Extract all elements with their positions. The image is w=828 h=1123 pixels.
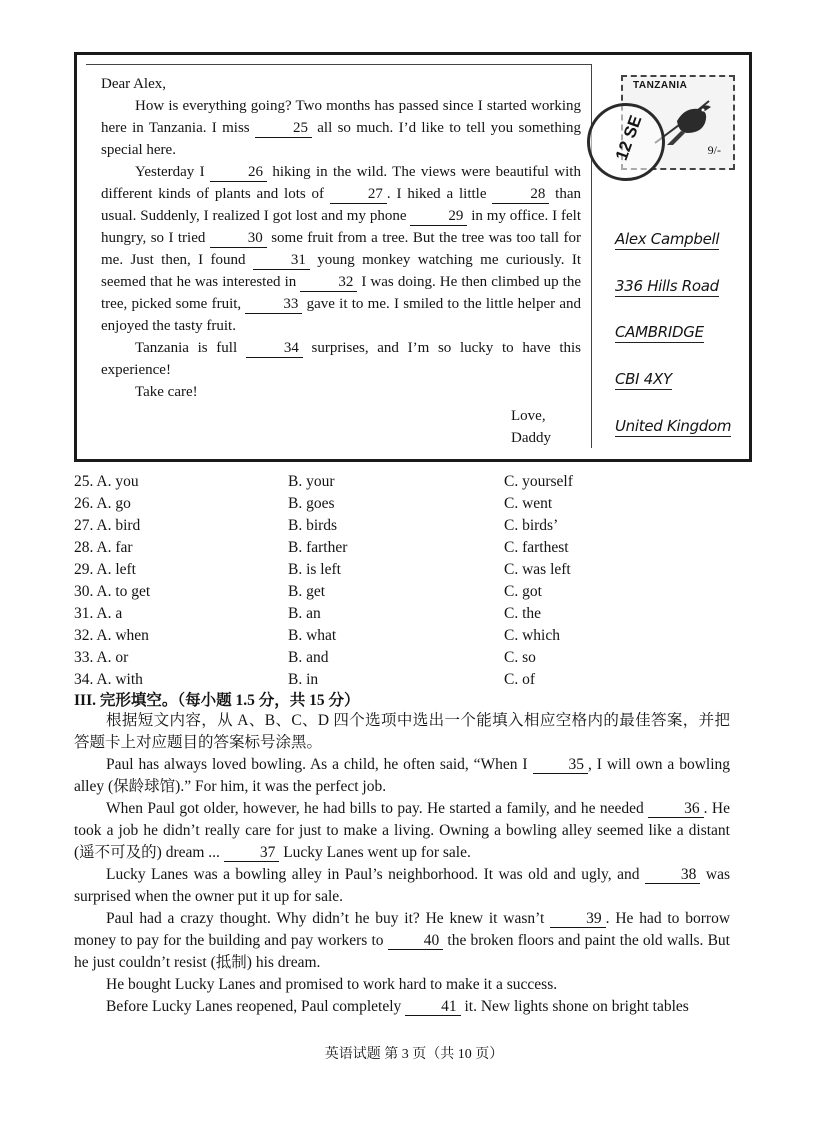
signature xyxy=(511,405,551,449)
option-34-a: 34. A. with xyxy=(74,671,143,688)
address-street: 336 Hills Road xyxy=(615,277,719,295)
option-25-c: C. yourself xyxy=(504,473,573,490)
option-26-b: B. goes xyxy=(288,495,335,512)
letter-text xyxy=(101,73,581,403)
passage-paragraph-5: He bought Lucky Lanes and promised to work hard to make it a success. xyxy=(106,976,558,993)
closing: Take care! xyxy=(135,384,198,400)
blank-33: 33 xyxy=(245,296,302,314)
blank-27: 27 xyxy=(330,186,387,204)
option-34-b: B. in xyxy=(288,671,319,688)
option-31-b: B. an xyxy=(288,605,321,622)
instruction: 根据短文内容，从 A、B、C、D 四个选项中选出一个能填入相应空格内的最佳答案，并把答题卡上对应题目的答案标号涂黑。 xyxy=(74,712,730,751)
option-31-a: 31. A. a xyxy=(74,605,123,622)
postcard xyxy=(74,52,752,462)
letter-paragraph-1: How is everything going? Two months has passed since I started working here in Tanzania. I miss 25 all so much. I’d like to tell you something special here. xyxy=(101,98,581,158)
option-25-b: B. your xyxy=(288,473,335,490)
passage-paragraph-1: Paul has always loved bowling. As a child, he often said, “When I 35 , I will own a bowling alley (保龄球馆).” For him, it was the perfect job. xyxy=(74,756,730,795)
option-33-a: 33. A. or xyxy=(74,649,129,666)
postmark xyxy=(587,103,665,181)
blank-36: 36 xyxy=(648,800,704,818)
option-31-c: C. the xyxy=(504,605,542,622)
option-29-b: B. is left xyxy=(288,561,341,578)
passage-paragraph-2: When Paul got older, however, he had bills to pay. He started a family, and he needed 36 . He took a job he didn’t really care for just to make a living. Owning a bowling alley seemed like a distant (遥不可及的) dream ... 37 Lucky Lanes went up for sale. xyxy=(74,800,730,861)
blank-41: 41 xyxy=(405,998,461,1016)
option-32-b: B. what xyxy=(288,627,337,644)
option-27-c: C. birds’ xyxy=(504,517,559,534)
blank-34: 34 xyxy=(246,340,303,358)
blank-37: 37 xyxy=(224,844,280,862)
option-33-c: C. so xyxy=(504,649,536,666)
option-30-c: C. got xyxy=(504,583,542,600)
option-30-b: B. get xyxy=(288,583,326,600)
option-29-c: C. was left xyxy=(504,561,571,578)
option-27-b: B. birds xyxy=(288,517,338,534)
letter-paragraph-3: Tanzania is full 34 surprises, and I’m so lucky to have this experience! xyxy=(101,340,582,378)
option-27-a: 27. A. bird xyxy=(74,517,141,534)
stamp-price: 9/- xyxy=(707,143,721,157)
address-country: United Kingdom xyxy=(615,417,732,435)
address-name: Alex Campbell xyxy=(615,230,720,248)
option-28-a: 28. A. far xyxy=(74,539,133,556)
sign-love: Love, xyxy=(511,408,546,424)
blank-25: 25 xyxy=(255,120,312,138)
address-city: CAMBRIDGE xyxy=(615,323,704,341)
passage xyxy=(74,710,730,1018)
sign-daddy: Daddy xyxy=(511,430,551,446)
option-26-c: C. went xyxy=(504,495,553,512)
blank-28: 28 xyxy=(492,186,549,204)
blank-35: 35 xyxy=(533,756,589,774)
option-29-a: 29. A. left xyxy=(74,561,136,578)
option-32-a: 32. A. when xyxy=(74,627,149,644)
option-30-a: 30. A. to get xyxy=(74,583,151,600)
option-26-a: 26. A. go xyxy=(74,495,131,512)
passage-paragraph-3: Lucky Lanes was a bowling alley in Paul’s neighborhood. It was old and ugly, and 38 was surprised when the owner put it up for sale. xyxy=(74,866,730,905)
blank-39: 39 xyxy=(550,910,606,928)
letter-paragraph-2: Yesterday I 26 hiking in the wild. The views were beautiful with different kinds of plants and lots of 27 . I hiked a little 28 than usual. Suddenly, I realized I got lost and my phone 29 in my office. I felt hungry, so I tried 30 some fruit from a tree. But the tree was too tall for me. Just then, I found 31 young monkey watching me curiously. It seemed that he was interested in 32 I was doing. He then climbed up the tree, picked some fruit, 33 gave it to me. I smiled to the little helper and enjoyed the tasty fruit. xyxy=(101,164,582,334)
option-33-b: B. and xyxy=(288,649,329,666)
address-postcode: CBI 4XY xyxy=(615,370,672,388)
blank-40: 40 xyxy=(388,932,444,950)
blank-26: 26 xyxy=(210,164,267,182)
blank-29: 29 xyxy=(410,208,467,226)
section-heading: III. 完形填空。（每小题 1.5 分，共 15 分） xyxy=(74,692,360,709)
option-25-a: 25. A. you xyxy=(74,473,139,490)
blank-32: 32 xyxy=(300,274,357,292)
passage-paragraph-4: Paul had a crazy thought. Why didn’t he buy it? He knew it wasn’t 39 . He had to borrow money to pay for the building and pay workers to 40 the broken floors and paint the old walls. But he just couldn’t resist (抵制) his dream. xyxy=(74,910,731,971)
option-34-c: C. of xyxy=(504,671,535,688)
blank-30: 30 xyxy=(210,230,267,248)
option-28-c: C. farthest xyxy=(504,539,569,556)
stamp-country: TANZANIA xyxy=(633,80,688,91)
option-28-b: B. farther xyxy=(288,539,348,556)
page-footer: 英语试题 第 3 页（共 10 页） xyxy=(324,1047,504,1062)
postmark-date: 12 SE xyxy=(611,112,646,163)
blank-38: 38 xyxy=(645,866,701,884)
passage-paragraph-6: Before Lucky Lanes reopened, Paul completely 41 it. New lights shone on bright tables xyxy=(106,998,689,1015)
greeting: Dear Alex, xyxy=(101,76,166,92)
blank-31: 31 xyxy=(253,252,310,270)
option-32-c: C. which xyxy=(504,627,560,644)
